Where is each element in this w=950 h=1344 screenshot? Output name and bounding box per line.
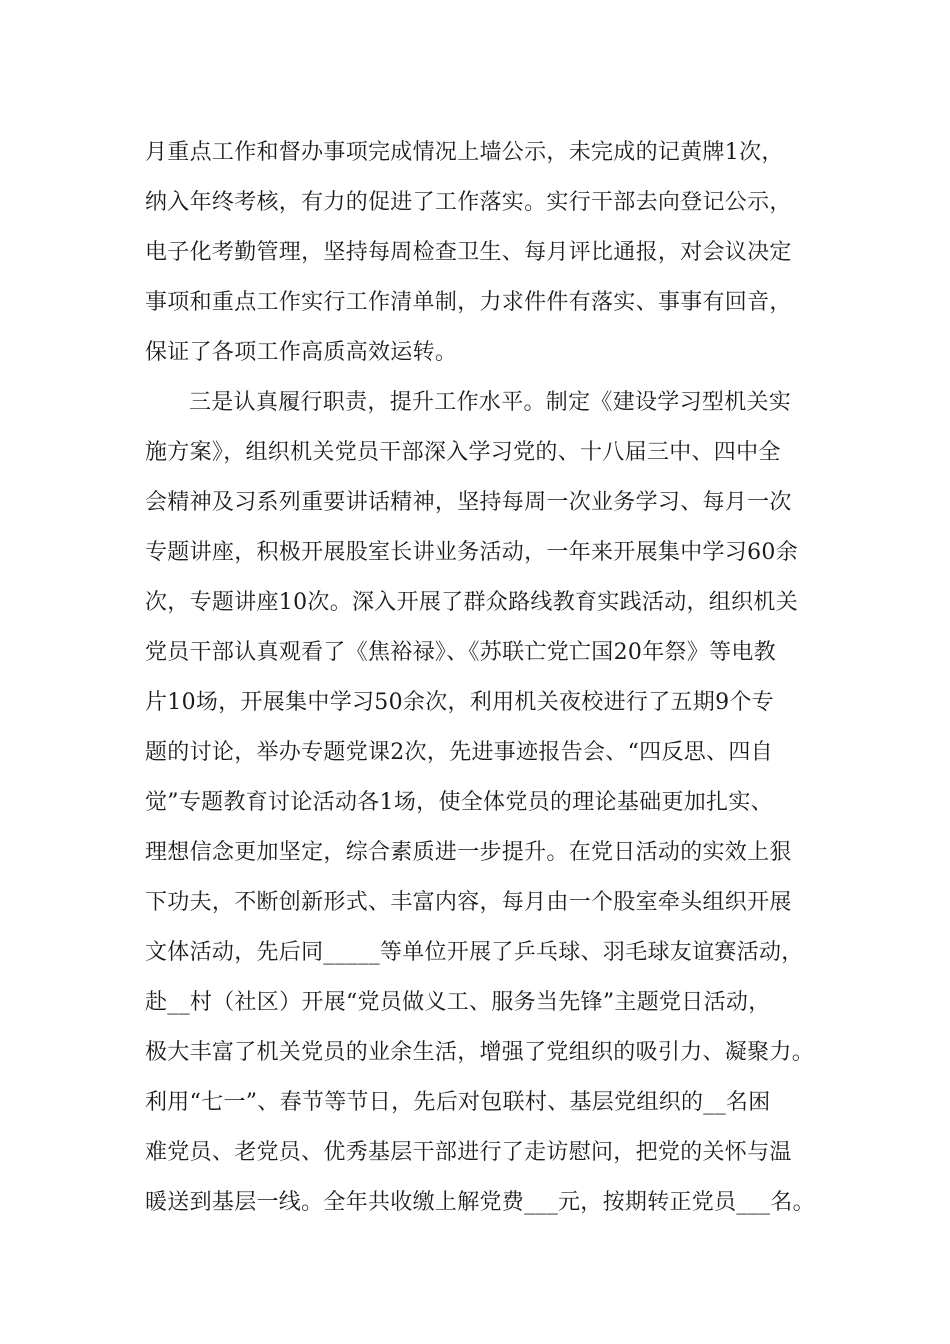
paragraph-line: 片10场，开展集中学习50余次，利用机关夜校进行了五期9个专 xyxy=(145,690,774,715)
paragraph-line: 电子化考勤管理，坚持每周检查卫生、每月评比通报，对会议决定 xyxy=(145,240,792,265)
paragraph-line: 三是认真履行职责，提升工作水平。制定《建设学习型机关实 xyxy=(189,390,792,415)
paragraph-line: 赴__村（社区）开展“党员做义工、服务当先锋”主题党日活动， xyxy=(145,990,771,1015)
paragraph-line: 保证了各项工作高质高效运转。 xyxy=(145,340,458,365)
paragraph-line: 题的讨论，举办专题党课2次，先进事迹报告会、“四反思、四自 xyxy=(145,740,773,765)
paragraph-line: 难党员、老党员、优秀基层干部进行了走访慰问，把党的关怀与温 xyxy=(145,1140,792,1165)
paragraph-line: 极大丰富了机关党员的业余生活，增强了党组织的吸引力、凝聚力。 xyxy=(145,1040,815,1065)
paragraph-line: 次，专题讲座10次。深入开展了群众路线教育实践活动，组织机关 xyxy=(145,590,798,615)
paragraph-line: 专题讲座，积极开展股室长讲业务活动，一年来开展集中学习60余 xyxy=(145,540,798,565)
paragraph-line: 暖送到基层一线。全年共收缴上解党费___元，按期转正党员___名。 xyxy=(145,1190,815,1215)
paragraph-line: 纳入年终考核，有力的促进了工作落实。实行干部去向登记公示， xyxy=(145,190,792,215)
paragraph-2 xyxy=(145,378,815,1228)
paragraph-line: 利用“七一”、春节等节日，先后对包联村、基层党组织的__名困 xyxy=(145,1090,771,1115)
paragraph-line: 觉”专题教育讨论活动各1场，使全体党员的理论基础更加扎实、 xyxy=(145,790,773,815)
paragraph-line: 理想信念更加坚定，综合素质进一步提升。在党日活动的实效上狠 xyxy=(145,840,792,865)
paragraph-line: 月重点工作和督办事项完成情况上墙公示，未完成的记黄牌1次， xyxy=(145,140,784,165)
paragraph-line: 文体活动，先后同_____等单位开展了乒乓球、羽毛球友谊赛活动， xyxy=(145,940,804,965)
paragraph-line: 施方案》，组织机关党员干部深入学习党的、十八届三中、四中全 xyxy=(145,440,781,465)
paragraph-line: 党员干部认真观看了《焦裕禄》、《苏联亡党亡国20年祭》等电教 xyxy=(145,640,776,665)
paragraph-1 xyxy=(145,128,805,378)
paragraph-line: 会精神及习系列重要讲话精神，坚持每周一次业务学习、每月一次 xyxy=(145,490,792,515)
paragraph-line: 事项和重点工作实行工作清单制，力求件件有落实、事事有回音， xyxy=(145,290,792,315)
document-body xyxy=(145,128,815,1228)
paragraph-line: 下功夫，不断创新形式、丰富内容，每月由一个股室牵头组织开展 xyxy=(145,890,792,915)
